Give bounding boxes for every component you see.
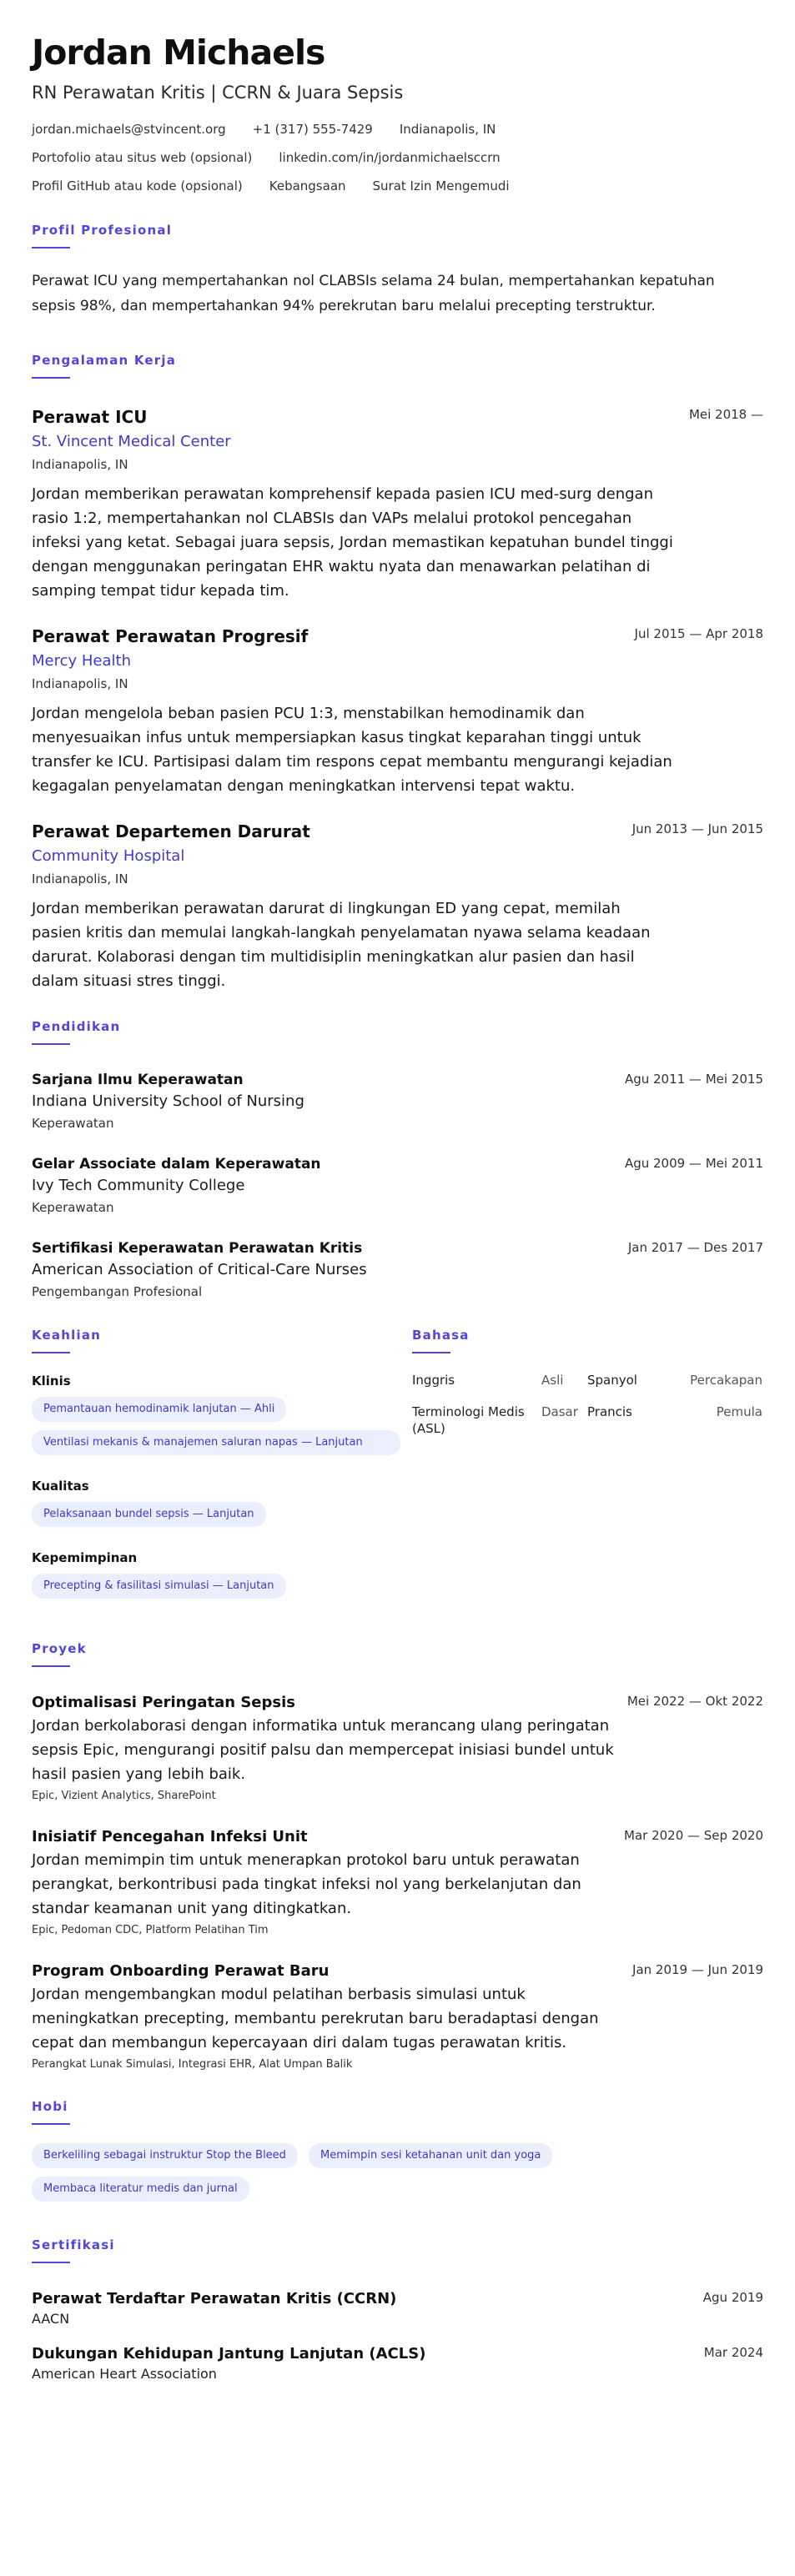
job-role: Perawat Departemen Darurat bbox=[32, 821, 310, 841]
job-role: Perawat ICU bbox=[32, 407, 148, 427]
job-company: Mercy Health bbox=[32, 652, 131, 670]
candidate-name: Jordan Michaels bbox=[32, 33, 325, 73]
language-name: Prancis bbox=[587, 1404, 632, 1419]
candidate-title: RN Perawatan Kritis | CCRN & Juara Sepsis bbox=[32, 83, 404, 103]
education-school: Ivy Tech Community College bbox=[32, 1177, 245, 1194]
language-name: Terminologi Medis (ASL) bbox=[412, 1404, 525, 1436]
skill-group bbox=[32, 1372, 400, 1464]
project-tools: Epic, Vizient Analytics, SharePoint bbox=[32, 1790, 216, 1802]
education-field: Keperawatan bbox=[32, 1200, 114, 1215]
skill-group bbox=[32, 1549, 400, 1607]
driving-license-placeholder: Surat Izin Mengemudi bbox=[372, 178, 510, 193]
project-dates: Mar 2020 — Sep 2020 bbox=[624, 1828, 763, 1843]
certification-entry bbox=[32, 2343, 763, 2383]
certification-issuer: American Heart Association bbox=[32, 2366, 217, 2382]
skill-pill: Pelaksanaan bundel sepsis — Lanjutan bbox=[32, 1502, 266, 1527]
job-entry bbox=[32, 405, 763, 603]
education-field: Pengembangan Profesional bbox=[32, 1284, 203, 1299]
job-entry bbox=[32, 820, 763, 993]
certification-name: Perawat Terdaftar Perawatan Kritis (CCRN) bbox=[32, 2290, 397, 2307]
certification-date: Agu 2019 bbox=[702, 2290, 763, 2305]
section-heading: Keahlian bbox=[32, 1328, 102, 1343]
portfolio-placeholder: Portofolio atau situs web (opsional) bbox=[32, 150, 253, 165]
languages-column bbox=[412, 1327, 762, 1620]
profile-section bbox=[32, 222, 763, 319]
job-company: Community Hospital bbox=[32, 847, 185, 865]
skill-category: Klinis bbox=[32, 1373, 71, 1388]
job-location: Indianapolis, IN bbox=[32, 871, 128, 886]
education-field: Keperawatan bbox=[32, 1116, 114, 1131]
language-row bbox=[412, 1403, 762, 1437]
skills-column bbox=[32, 1327, 412, 1620]
job-role: Perawat Perawatan Progresif bbox=[32, 626, 309, 646]
section-divider bbox=[32, 2262, 70, 2263]
section-heading: Bahasa bbox=[412, 1328, 470, 1343]
job-company: St. Vincent Medical Center bbox=[32, 433, 231, 450]
education-degree: Gelar Associate dalam Keperawatan bbox=[32, 1156, 321, 1173]
language-level: Percakapan bbox=[690, 1373, 762, 1388]
hobby-pill: Berkeliling sebagai instruktur Stop the Bleed bbox=[32, 2143, 298, 2168]
skill-pill: Ventilasi mekanis & manajemen saluran napas — Lanjutan bbox=[32, 1430, 400, 1455]
certification-name: Dukungan Kehidupan Jantung Lanjutan (ACLS) bbox=[32, 2345, 426, 2363]
education-school: American Association of Critical-Care Nurses bbox=[32, 1261, 367, 1278]
nationality-placeholder: Kebangsaan bbox=[269, 178, 346, 193]
certification-entry bbox=[32, 2288, 763, 2328]
project-name: Optimalisasi Peringatan Sepsis bbox=[32, 1694, 295, 1711]
job-description: Jordan memberikan perawatan komprehensif kepada pasien ICU med-surg dengan rasio 1:2, mempertahankan nol CLABSIs dan VAPs melalui protokol pencegahan infeksi yang ketat. Sebagai juara sepsis, Jordan memastikan kepatuhan bundel tinggi dengan menggunakan peringatan EHR waktu nyata dan menawarkan pelatihan di samping tempat tidur kepada tim. bbox=[32, 485, 673, 600]
project-entry bbox=[32, 1961, 763, 2073]
email-link[interactable]: jordan.michaels@stvincent.org bbox=[32, 122, 226, 137]
language-name: Spanyol bbox=[587, 1373, 637, 1388]
education-entry bbox=[32, 1154, 763, 1218]
project-description: Jordan berkolaborasi dengan informatika untuk merancang ulang peringatan sepsis Epic, mengurangi positif palsu dan mempercepat inisiasi bundel untuk hasil pasien yang lebih baik. bbox=[32, 1717, 614, 1783]
project-name: Program Onboarding Perawat Baru bbox=[32, 1962, 330, 1980]
project-name: Inisiatif Pencegahan Infeksi Unit bbox=[32, 1828, 308, 1845]
job-description: Jordan mengelola beban pasien PCU 1:3, menstabilkan hemodinamik dan menyesuaikan infus untuk mempersiapkan kasus tingkat keparahan tinggi untuk transfer ke ICU. Partisipasi dalam tim respons cepat membantu mengurangi kejadian kegagalan penyelamatan dengan meningkatkan intervensi tepat waktu. bbox=[32, 705, 672, 795]
education-entry bbox=[32, 1070, 763, 1133]
section-divider bbox=[32, 247, 70, 249]
skills-languages-section bbox=[32, 1327, 763, 1620]
linkedin-link[interactable]: linkedin.com/in/jordanmichaelsccrn bbox=[279, 150, 501, 165]
github-placeholder: Profil GitHub atau kode (opsional) bbox=[32, 178, 243, 193]
contact-row bbox=[32, 177, 763, 195]
education-entry bbox=[32, 1238, 763, 1302]
certification-issuer: AACN bbox=[32, 2311, 70, 2327]
education-dates: Jan 2017 — Des 2017 bbox=[627, 1240, 763, 1255]
certification-date: Mar 2024 bbox=[703, 2345, 763, 2360]
section-heading: Sertifikasi bbox=[32, 2237, 115, 2252]
section-heading: Pendidikan bbox=[32, 1019, 121, 1034]
hobby-pill: Membaca literatur medis dan jurnal bbox=[32, 2177, 249, 2202]
job-description: Jordan memberikan perawatan darurat di lingkungan ED yang cepat, memilah pasien kritis dan memulai langkah-langkah penyelamatan nyawa selama keadaan darurat. Kolaborasi dengan tim multidisiplin meningkatkan alur pasien dan hasil dalam situasi stres tinggi. bbox=[32, 900, 651, 990]
section-heading: Proyek bbox=[32, 1641, 87, 1656]
skill-category: Kepemimpinan bbox=[32, 1550, 138, 1565]
language-level: Asli bbox=[541, 1373, 564, 1388]
job-entry bbox=[32, 625, 763, 798]
contact-row bbox=[32, 120, 763, 138]
section-divider bbox=[32, 1665, 70, 1667]
skill-pill: Precepting & fasilitasi simulasi — Lanjutan bbox=[32, 1574, 286, 1599]
section-heading: Hobi bbox=[32, 2099, 68, 2114]
section-divider bbox=[32, 2123, 70, 2125]
job-dates: Mei 2018 — bbox=[688, 407, 763, 422]
education-degree: Sarjana Ilmu Keperawatan bbox=[32, 1072, 244, 1088]
section-divider bbox=[32, 377, 70, 379]
hobby-pill: Memimpin sesi ketahanan unit dan yoga bbox=[309, 2143, 552, 2168]
project-description: Jordan mengembangkan modul pelatihan berbasis simulasi untuk meningkatkan precepting, membantu perekrutan baru beradaptasi dengan cepat dan membangun kepercayaan diri dalam tugas perawatan kritis. bbox=[32, 1986, 599, 2051]
contact-info bbox=[32, 120, 763, 195]
project-dates: Mei 2022 — Okt 2022 bbox=[626, 1694, 763, 1709]
section-heading: Profil Profesional bbox=[32, 223, 173, 238]
location: Indianapolis, IN bbox=[399, 122, 496, 137]
language-level: Pemula bbox=[716, 1404, 762, 1419]
job-location: Indianapolis, IN bbox=[32, 457, 128, 472]
profile-summary: Perawat ICU yang mempertahankan nol CLABSIs selama 24 bulan, mempertahankan kepatuhan sepsis 98%, dan mempertahankan 94% perekrutan baru melalui precepting terstruktur. bbox=[32, 273, 715, 314]
hobbies-section bbox=[32, 2098, 763, 2210]
skill-category: Kualitas bbox=[32, 1479, 89, 1494]
skill-group bbox=[32, 1477, 400, 1535]
project-tools: Perangkat Lunak Simulasi, Integrasi EHR, Alat Umpan Balik bbox=[32, 2058, 353, 2071]
contact-row bbox=[32, 148, 763, 167]
education-section bbox=[32, 1018, 763, 1302]
project-dates: Jan 2019 — Jun 2019 bbox=[632, 1962, 763, 1977]
section-heading: Pengalaman Kerja bbox=[32, 353, 177, 368]
language-row bbox=[412, 1372, 762, 1388]
project-tools: Epic, Pedoman CDC, Platform Pelatihan Tim bbox=[32, 1924, 269, 1936]
project-entry bbox=[32, 1826, 763, 1939]
experience-section bbox=[32, 352, 763, 993]
education-dates: Agu 2011 — Mei 2015 bbox=[624, 1072, 763, 1087]
resume-header bbox=[32, 28, 763, 195]
education-degree: Sertifikasi Keperawatan Perawatan Kritis bbox=[32, 1240, 363, 1257]
education-school: Indiana University School of Nursing bbox=[32, 1092, 304, 1110]
certifications-section bbox=[32, 2237, 763, 2383]
education-dates: Agu 2009 — Mei 2011 bbox=[624, 1156, 763, 1171]
hobby-list bbox=[32, 2143, 763, 2210]
skill-pill: Pemantauan hemodinamik lanjutan — Ahli bbox=[32, 1397, 286, 1422]
project-description: Jordan memimpin tim untuk menerapkan protokol baru untuk perawatan perangkat, berkontribusi pada tingkat infeksi nol yang berkelanjutan dan standar keamanan unit yang ditingkatkan. bbox=[32, 1851, 581, 1917]
language-name: Inggris bbox=[412, 1373, 455, 1388]
project-entry bbox=[32, 1692, 763, 1805]
job-dates: Jun 2013 — Jun 2015 bbox=[631, 821, 763, 836]
job-dates: Jul 2015 — Apr 2018 bbox=[634, 626, 763, 641]
phone-number[interactable]: +1 (317) 555-7429 bbox=[252, 122, 373, 137]
projects-section bbox=[32, 1640, 763, 2073]
language-level: Dasar bbox=[541, 1404, 578, 1419]
section-divider bbox=[32, 1043, 70, 1045]
section-divider bbox=[32, 1352, 70, 1353]
job-location: Indianapolis, IN bbox=[32, 676, 128, 691]
section-divider bbox=[412, 1352, 450, 1353]
